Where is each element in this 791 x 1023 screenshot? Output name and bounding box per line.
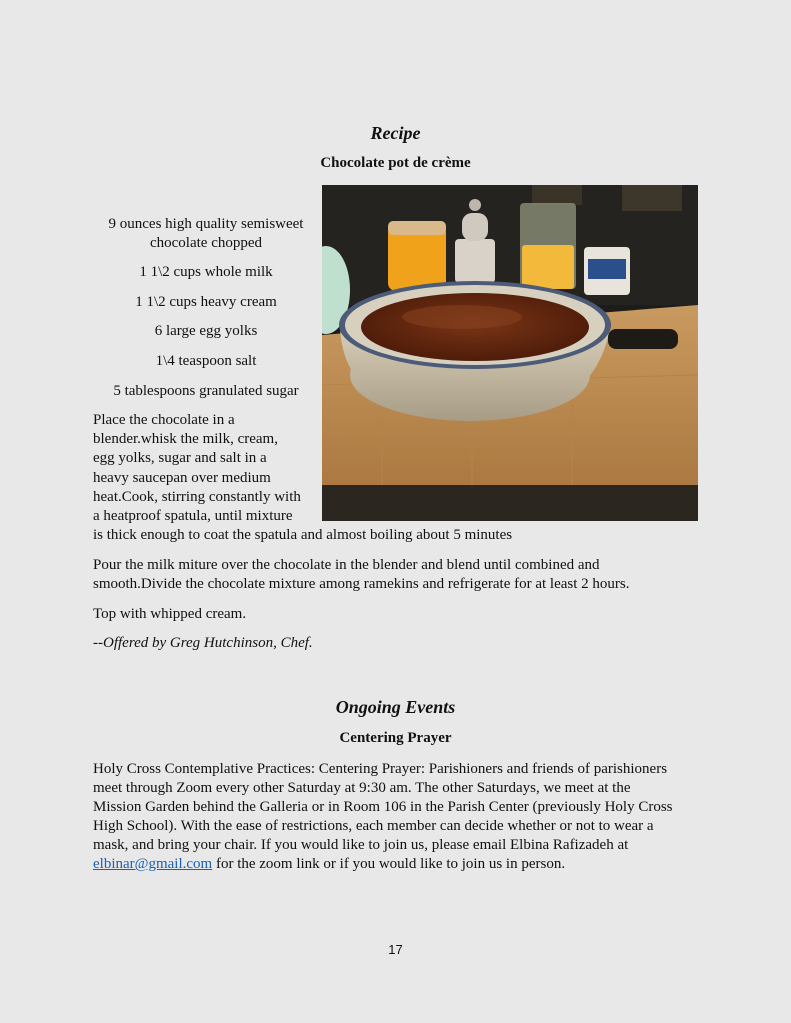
ingredient-line: 1 1\2 cups whole milk <box>139 264 273 280</box>
instruction-line: Place the chocolate in a <box>93 412 235 428</box>
recipe-heading: Recipe <box>370 123 421 143</box>
events-line: High School). With the ease of restrictions, each member can decide whether or not to wear a <box>93 818 654 834</box>
events-line: meet through Zoom every other Saturday at 9:30 am. The other Saturdays, we meet at the <box>93 780 631 796</box>
email-link[interactable]: elbinar@gmail.com <box>93 856 213 872</box>
instruction-line: blender.whisk the milk, cream, <box>93 431 278 447</box>
events-last-line <box>93 855 565 874</box>
instruction-line: heavy saucepan over medium <box>93 470 271 486</box>
ingredient-line: 6 large egg yolks <box>154 323 258 339</box>
events-heading: Ongoing Events <box>335 697 456 717</box>
instruction-line: is thick enough to coat the spatula and almost boiling about 5 minutes <box>93 527 513 543</box>
ingredient-line: chocolate chopped <box>149 235 263 251</box>
chocolate-bowl-image <box>322 185 698 521</box>
topping-text: Top with whipped cream. <box>93 606 247 622</box>
recipe-credit: --Offered by Greg Hutchinson, Chef. <box>93 635 313 651</box>
events-line-tail: for the zoom link or if you would like to join us in person. <box>212 856 566 872</box>
instruction-line: a heatproof spatula, until mixture <box>93 508 293 524</box>
ingredient-line: 5 tablespoons granulated sugar <box>113 383 299 399</box>
recipe-photo <box>322 185 698 521</box>
pour-line: Pour the milk miture over the chocolate in the blender and blend until combined and <box>93 557 600 573</box>
events-line: mask, and bring your chair. If you would like to join us, please email Elbina Rafizadeh at <box>93 837 629 853</box>
events-subheading: Centering Prayer <box>339 730 452 746</box>
events-line: Holy Cross Contemplative Practices: Centering Prayer: Parishioners and friends of parishioners <box>93 761 668 777</box>
pour-line: smooth.Divide the chocolate mixture among ramekins and refrigerate for at least 2 hours. <box>93 576 630 592</box>
page-number: 17 <box>388 942 403 957</box>
ingredient-line: 1\4 teaspoon salt <box>155 353 257 369</box>
events-line: Mission Garden behind the Galleria or in Room 106 in the Parish Center (previously Holy Cross <box>93 799 673 815</box>
instruction-line: egg yolks, sugar and salt in a <box>93 450 267 466</box>
ingredient-line: 9 ounces high quality semisweet <box>108 216 304 232</box>
ingredient-line: 1 1\2 cups heavy cream <box>135 294 277 310</box>
instruction-line: heat.Cook, stirring constantly with <box>93 489 301 505</box>
recipe-title: Chocolate pot de crème <box>320 155 471 171</box>
